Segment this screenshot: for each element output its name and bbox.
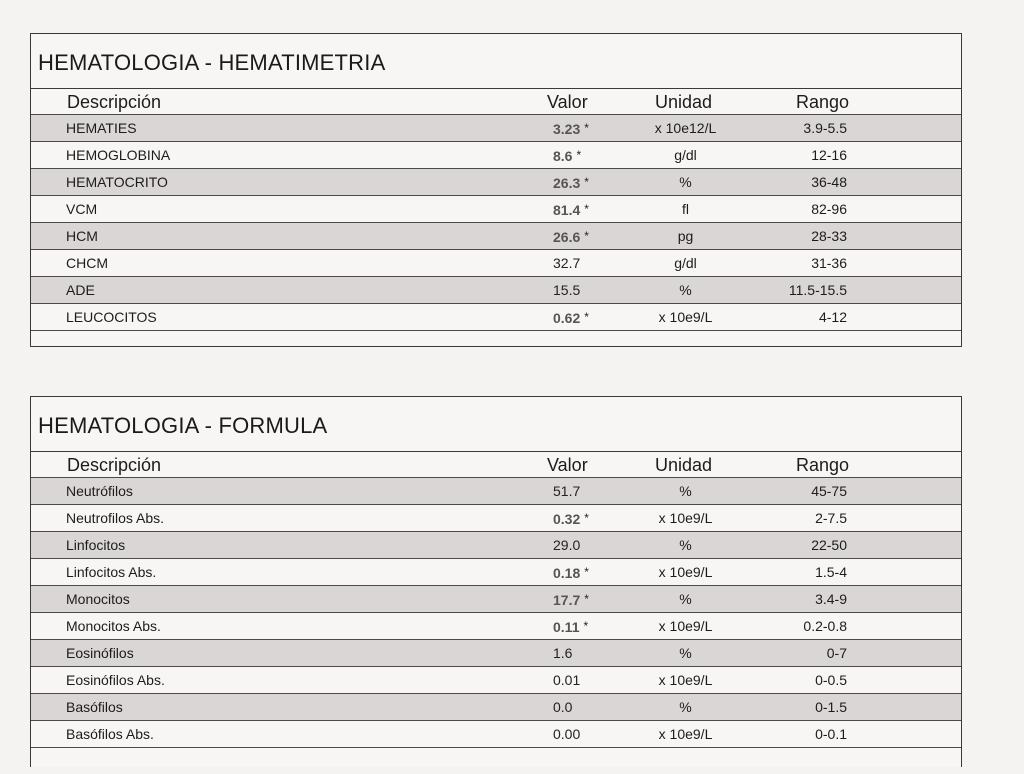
value-number: 8.6 <box>553 148 573 164</box>
table-row-empty <box>31 331 961 357</box>
row-value <box>553 532 580 559</box>
value-number: 0.11 <box>553 619 580 635</box>
row-description: HEMATOCRITO <box>66 174 168 190</box>
table-row <box>31 586 961 613</box>
row-unit: x 10e9/L <box>658 672 713 688</box>
row-value <box>553 586 589 614</box>
table-row <box>31 721 961 748</box>
row-range: 82-96 <box>811 201 847 217</box>
value-number: 51.7 <box>553 483 581 499</box>
abnormal-flag: * <box>584 511 589 525</box>
row-unit: x 10e9/L <box>658 309 713 325</box>
row-range: 3.9-5.5 <box>803 120 847 136</box>
value-number: 26.3 <box>553 175 581 191</box>
value-number: 29.0 <box>553 537 581 553</box>
row-range: 0-0.1 <box>815 726 847 742</box>
value-number: 0.32 <box>553 511 581 527</box>
table-row <box>31 640 961 667</box>
row-unit: % <box>679 591 692 607</box>
row-value <box>553 505 589 533</box>
table-row <box>31 142 961 169</box>
row-range: 1.5-4 <box>815 564 847 580</box>
row-range: 36-48 <box>811 174 847 190</box>
table-row <box>31 667 961 694</box>
header-unit: Unidad <box>654 455 713 475</box>
table-header <box>31 452 961 478</box>
table-row <box>31 532 961 559</box>
row-value <box>553 250 580 277</box>
abnormal-flag: * <box>583 619 589 633</box>
row-value <box>553 196 589 224</box>
row-range: 11.5-15.5 <box>788 282 847 298</box>
row-unit: pg <box>677 228 694 244</box>
table-body <box>31 478 961 748</box>
row-unit: fl <box>682 201 689 217</box>
row-range: 28-33 <box>811 228 847 244</box>
hematimetria-section <box>30 33 962 347</box>
abnormal-flag: * <box>584 229 589 243</box>
table-row <box>31 694 961 721</box>
row-range: 2-7.5 <box>815 510 847 526</box>
section-title: HEMATOLOGIA - FORMULA <box>31 397 961 452</box>
header-range: Rango <box>795 455 849 475</box>
row-unit: % <box>679 699 692 715</box>
abnormal-flag: * <box>584 310 589 324</box>
row-range: 0.2-0.8 <box>803 618 847 634</box>
value-number: 0.00 <box>553 726 581 742</box>
row-value <box>553 559 589 587</box>
row-description: Linfocitos Abs. <box>66 564 157 580</box>
row-description: Neutrofilos Abs. <box>66 510 165 526</box>
row-unit: x 10e9/L <box>658 510 713 526</box>
header-unit: Unidad <box>654 92 713 112</box>
row-description: Eosinófilos <box>66 645 134 661</box>
row-range: 3.4-9 <box>815 591 847 607</box>
row-value <box>553 613 588 641</box>
row-value <box>553 721 580 748</box>
row-unit: % <box>679 645 692 661</box>
table-row <box>31 505 961 532</box>
row-unit: g/dl <box>674 255 697 271</box>
row-range: 0-7 <box>826 645 847 661</box>
table-body <box>31 115 961 331</box>
value-number: 26.6 <box>553 229 581 245</box>
row-range: 22-50 <box>811 537 847 553</box>
row-description: LEUCOCITOS <box>66 309 157 325</box>
value-number: 0.18 <box>553 565 581 581</box>
row-unit: g/dl <box>674 147 697 163</box>
row-description: Neutrófilos <box>66 483 133 499</box>
value-number: 0.0 <box>553 699 573 715</box>
table-row <box>31 304 961 331</box>
table-header <box>31 89 961 115</box>
row-description: HEMATIES <box>66 120 137 136</box>
row-unit: x 10e9/L <box>658 618 713 634</box>
row-range: 12-16 <box>811 147 847 163</box>
formula-section <box>30 396 962 767</box>
row-description: ADE <box>66 282 95 298</box>
header-description: Descripción <box>67 92 162 112</box>
abnormal-flag: * <box>584 121 589 135</box>
row-range: 31-36 <box>811 255 847 271</box>
table-row <box>31 250 961 277</box>
row-description: Basófilos Abs. <box>66 726 154 742</box>
value-number: 81.4 <box>553 202 581 218</box>
value-number: 0.62 <box>553 310 581 326</box>
value-number: 17.7 <box>553 592 581 608</box>
row-description: VCM <box>66 201 98 217</box>
row-value <box>553 640 572 667</box>
row-value <box>553 694 572 721</box>
row-value <box>553 169 589 197</box>
table-row <box>31 613 961 640</box>
header-description: Descripción <box>67 455 162 475</box>
row-unit: % <box>679 174 692 190</box>
table-row <box>31 478 961 505</box>
row-description: Monocitos <box>66 591 130 607</box>
row-description: Eosinófilos Abs. <box>66 672 165 688</box>
abnormal-flag: * <box>584 202 589 216</box>
row-description: Linfocitos <box>66 537 126 553</box>
value-number: 32.7 <box>553 255 581 271</box>
row-value <box>553 115 589 143</box>
value-number: 1.6 <box>553 645 573 661</box>
abnormal-flag: * <box>584 592 589 606</box>
abnormal-flag: * <box>584 565 589 579</box>
row-unit: x 10e9/L <box>658 726 713 742</box>
value-number: 3.23 <box>553 121 581 137</box>
row-value <box>553 478 580 505</box>
row-value <box>553 667 580 694</box>
header-value: Valor <box>547 92 588 112</box>
row-value <box>553 142 581 170</box>
table-row <box>31 115 961 142</box>
row-unit: % <box>679 537 692 553</box>
header-range: Rango <box>795 92 849 112</box>
row-range: 0-0.5 <box>815 672 847 688</box>
value-number: 0.01 <box>553 672 581 688</box>
row-range: 4-12 <box>818 309 847 325</box>
table-row <box>31 169 961 196</box>
row-value <box>553 304 589 332</box>
table-row <box>31 196 961 223</box>
row-unit: % <box>679 483 692 499</box>
value-number: 15.5 <box>553 282 581 298</box>
row-value <box>553 223 589 251</box>
table-row <box>31 223 961 250</box>
row-description: CHCM <box>66 255 108 271</box>
row-unit: % <box>679 282 692 298</box>
row-value <box>553 277 580 304</box>
row-unit: x 10e9/L <box>658 564 713 580</box>
section-title: HEMATOLOGIA - HEMATIMETRIA <box>31 34 961 89</box>
table-row <box>31 559 961 586</box>
table-row <box>31 277 961 304</box>
row-description: HEMOGLOBINA <box>66 147 171 163</box>
abnormal-flag: * <box>576 148 582 162</box>
row-unit: x 10e12/L <box>654 120 717 136</box>
table-row-empty <box>31 748 961 774</box>
row-description: HCM <box>66 228 98 244</box>
abnormal-flag: * <box>584 175 589 189</box>
row-description: Basófilos <box>66 699 123 715</box>
header-value: Valor <box>547 455 588 475</box>
row-range: 45-75 <box>811 483 847 499</box>
row-range: 0-1.5 <box>815 699 847 715</box>
row-description: Monocitos Abs. <box>66 618 161 634</box>
